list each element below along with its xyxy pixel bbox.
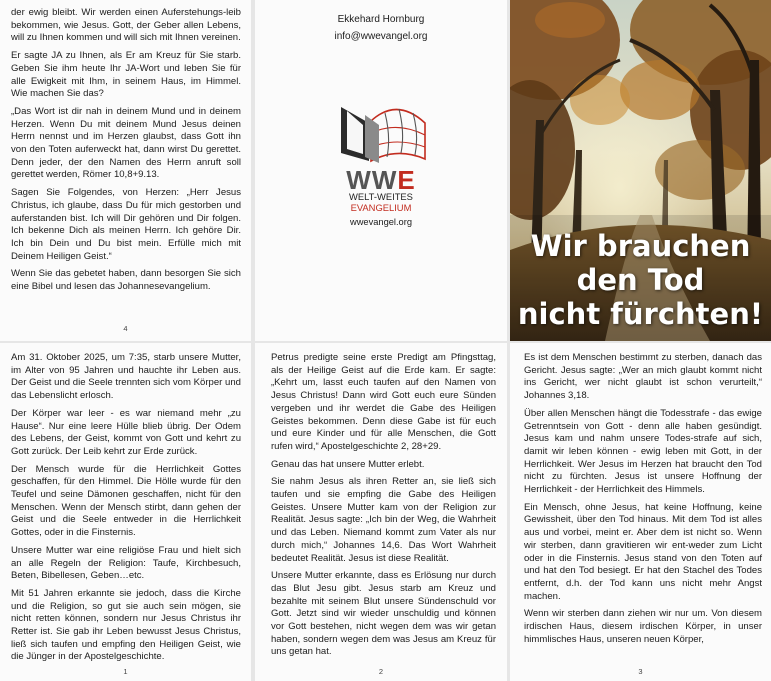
paragraph: Der Körper war leer - es war niemand mehr „zu Hause“. Nur eine leere Hülle blieb übrig. Der Odem des Lebens, der Geist, kommt von Gott und kehrt zu Gott zurück. Der Leib kehrt zur Erde zurück. (11, 407, 241, 457)
author-name: Ekkehard Hornburg (337, 14, 425, 25)
paragraph: Es ist dem Menschen bestimmt zu sterben, danach das Gericht. Jesus sagte: „Wer an mich glaubt kommt nicht ins Gericht, wer nicht glaubt ist schon verurteilt,“ Johannes 3,18. (524, 352, 762, 402)
paragraph: Wenn wir sterben dann ziehen wir nur um. Von diesem irdischen Haus, diesem irdischen Körper, in unser himmlisches Haus, unseren neuen Körper, (524, 608, 762, 645)
logo-url: wwevangel.org (349, 217, 412, 227)
paragraph: Unsere Mutter erkannte, dass es Erlösung nur durch das Blut Jesu gibt. Jesus starb am Kreuz und bezahlte mit seinem Blut unsere Sündenschuld vor Gott. Jetzt sind wir wieder unschuldig und können vor Gott bestehen, nicht wegen dem was wir getan haben, sondern wegen dem was Jesus am Kreuz für uns getan hat. (271, 570, 496, 658)
page-number: 2 (378, 667, 384, 676)
author-email: info@wwevangel.org (334, 31, 428, 42)
cover-title: Wir brauchen den Tod nicht fürchten! (517, 229, 764, 331)
page-3-text (524, 352, 762, 646)
page-number: 3 (638, 667, 643, 676)
paragraph: Ein Mensch, ohne Jesus, hat keine Hoffnung, keine Gewissheit, über den Tod hinaus. Mit dem Tod ist alles aus und vorbei, meint er. Aber dem ist nicht so. Wenn wir sterben, dann gravitieren wir ent-weder zum Licht oder in die Finsternis. Jesus stand von den Toten auf und hat den Tod besiegt. Er hat den Stachel des Todes entfernt, d.h. der Tod kann uns nicht mehr Angst machen. (524, 501, 762, 602)
page-1-text (11, 352, 241, 664)
logo-acronym: WWE (346, 165, 416, 195)
paragraph: Mit 51 Jahren erkannte sie jedoch, dass die Kirche und die Religion, so gut sie auch sein mögen, sie nicht retten können, sondern nur Jesus Christus ihr Retter ist. Sie gab ihr Leben bewusst Jesus Christus, ließ sich taufen und empfing den Heiligen Geist, wie die Jünger in der Apostelgeschichte. (11, 587, 241, 663)
page-3-panel (510, 343, 771, 681)
page-4-panel (0, 0, 251, 341)
page-2-panel (255, 343, 507, 681)
paragraph: Petrus predigte seine erste Predigt am Pfingsttag, als der Heilige Geist auf die Erde kam. Er sagte: „Kehrt um, lasst euch taufen auf den Namen von Jesus Christus! Dann wird Gott euch eure Sünden vergeben und ihr werdet die Gabe des Heiligen Geistes bekommen. Denn diese Gabe ist für euch und eure Kinder und für alle Menschen, die Gott rufen wird,“ Apostelgeschichte 2, 28+29. (271, 352, 496, 452)
page-1-panel (0, 343, 251, 681)
paragraph: Wenn Sie das gebetet haben, dann besorgen Sie sich eine Bibel und lesen das Johannesevangelium. (11, 268, 241, 293)
paragraph: Über allen Menschen hängt die Todesstrafe - das ewige Getrenntsein von Gott - denn alle haben gesündigt. Jesus kam und nahm unsere Todes-strafe auf sich, damit wir leben können - ewig leben mit Gott, in der Herrlichkeit. Wer Jesus im Herzen hat braucht den Tod nicht zu fürchten. Jesus ist unsere Hoffnung der Herrlichkeit - der Herrlichkeit des Himmels. (524, 407, 762, 496)
logo-subtitle: WELT-WEITES EVANGELIUM (349, 191, 413, 213)
imprint-panel (255, 0, 507, 341)
paragraph: Genau das hat unsere Mutter erlebt. (271, 458, 425, 470)
paragraph: Am 31. Oktober 2025, um 7:35, starb unsere Mutter, im Alter von 95 Jahren und hauchte ihr Leben aus. Der Geist und die Seele trennten sich vom Körper und das Lebenslicht erlosch. (11, 352, 241, 402)
logo-wordmark (255, 165, 507, 227)
paragraph: „Das Wort ist dir nah in deinem Mund und in deinem Herzen. Wenn Du mit deinem Mund Jesus deinen Herrn nennst und im Herzen glaubst, dass Gott ihn von den Toten auferweckt hat, dann wirst Du gerettet. Denn jeder, der den Namen des Herrn anruft soll gerettet werden, Römer 10,8+9.13. (11, 105, 241, 181)
paragraph: Unsere Mutter war eine religiöse Frau und hielt sich an alle Regeln der Religion: Taufe, Kirchbesuch, Beten, Bibellesen, Geben…etc. (11, 544, 241, 582)
page-number: 4 (123, 324, 128, 333)
page-2-text (271, 352, 496, 659)
page-4-text (11, 7, 241, 294)
paragraph: Er sagte JA zu Ihnen, als Er am Kreuz für Sie starb. Geben Sie ihm heute Ihr JA-Wort und leben Sie für alle Ewigkeit mit Ihm, in seinem Haus, im Himmel. Wie machen Sie das? (11, 50, 241, 100)
page-number: 1 (123, 667, 128, 676)
globe-logo-icon (335, 103, 427, 165)
cover-panel (510, 0, 771, 341)
paragraph: Sagen Sie Folgendes, von Herzen: „Herr Jesus Christus, ich glaube, dass Du für mich gestorben und auferstanden bist. Ich will Dir gehören und Dir folgen. Ich bekenne Dich als meinen Herrn. Ich gehöre Dir. Ich bin Dein und Du bist mein. Erfülle mich mit Deinem Heiligen Geist.“ (11, 187, 241, 262)
paragraph: der ewig bleibt. Wir werden einen Auferstehungs-leib bekommen, wie Jesus. Gott, der Geber allen Lebens, will zu Ihnen kommen und will sich mit Ihnen vereinen. (11, 7, 241, 44)
paragraph: Sie nahm Jesus als ihren Retter an, sie ließ sich taufen und sie empfing die Gabe des Heiligen Geistes. Unsere Mutter kam von der Religion zur Realität. Jesus sagte: „Ich bin der Weg, die Wahrheit und das Leben. Niemand kommt zum Vater als nur durch mich,“ Johannes 14,6. Das Wort Wahrheit bedeutet Realität. Jesus ist diese Realität. (271, 476, 496, 564)
paragraph: Der Mensch wurde für die Herrlichkeit Gottes geschaffen, für den Himmel. Die Hölle wurde für den Teufel und seine Dämonen geschaffen, nicht für den Menschen. Wenn der Mensch stirbt, dann gehen der Geist und die Seele entweder in die Herrlichkeit Gottes, oder in die Finsternis. (11, 463, 241, 539)
author-block (255, 11, 507, 45)
